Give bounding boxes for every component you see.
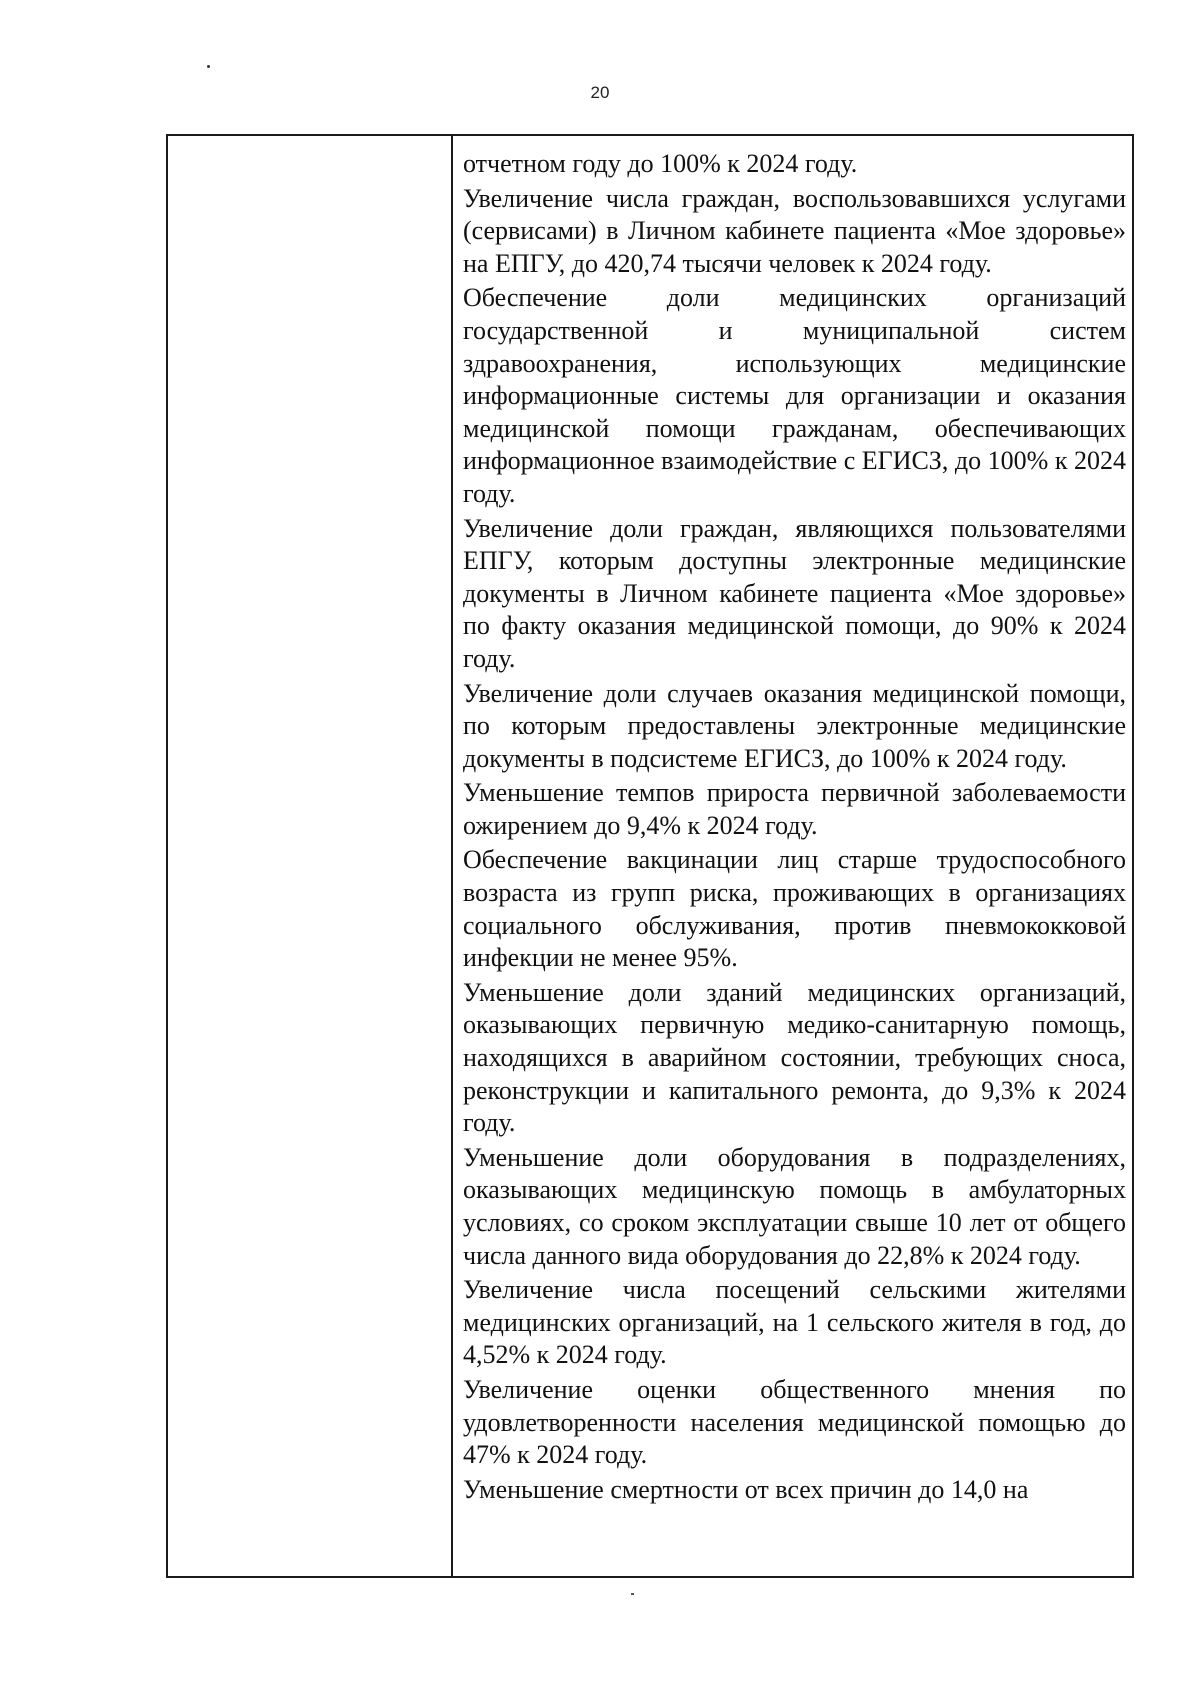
paragraph: Увеличение доли граждан, являющихся пользователями ЕПГУ, которым доступны электронные медицинские документы в Личном кабинете пациента «Мое здоровье» по факту оказания медицинской помощи, до 90% к 2024 году. bbox=[463, 513, 1126, 673]
paragraph: Увеличение оценки общественного мнения по удовлетворенности населения медицинской помощью до 47% к 2024 году. bbox=[463, 1374, 1126, 1470]
scan-speck bbox=[631, 1593, 634, 1595]
paragraph: отчетном году до 100% к 2024 году. bbox=[463, 149, 858, 178]
paragraph: Уменьшение темпов прироста первичной заболеваемости ожирением до 9,4% к 2024 году. bbox=[463, 778, 1126, 840]
paragraph: Уменьшение смертности от всех причин до 14,0 на bbox=[463, 1474, 1029, 1504]
paragraph: Увеличение числа граждан, воспользовавшихся услугами (сервисами) в Личном кабинете пациента «Мое здоровье» на ЕПГУ, до 420,74 тысячи человек к 2024 году. bbox=[463, 183, 1126, 278]
paragraph: Уменьшение доли зданий медицинских организаций, оказывающих первичную медико-санитарную помощь, находящихся в аварийном состоянии, требующих сноса, реконструкции и капитального ремонта, до 9,3% к 2024 году. bbox=[463, 977, 1126, 1138]
paragraph: Увеличение доли случаев оказания медицинской помощи, по которым предоставлены электронные медицинские документы в подсистеме ЕГИСЗ, до 100% к 2024 году. bbox=[463, 678, 1126, 773]
paragraph: Увеличение числа посещений сельскими жителями медицинских организаций, на 1 сельского жителя в год, до 4,52% к 2024 году. bbox=[463, 1275, 1126, 1370]
table-right-cell bbox=[455, 136, 1132, 1576]
paragraph: Обеспечение доли медицинских организаций государственной и муниципальной систем здравоохранения, использующих медицинские информационные системы для организации и оказания медицинской помощи гражданам, обеспечивающих информационное взаимодействие с ЕГИСЗ, до 100% к 2024 году. bbox=[463, 283, 1126, 508]
scan-speck bbox=[207, 65, 210, 68]
table-left-cell bbox=[168, 136, 453, 1576]
document-table bbox=[166, 134, 1134, 1578]
paragraph: Обеспечение вакцинации лиц старше трудоспособного возраста из групп риска, проживающих в организациях социального обслуживания, против пневмококковой инфекции не менее 95%. bbox=[463, 845, 1126, 973]
page-number: 20 bbox=[590, 83, 610, 102]
paragraph: Уменьшение доли оборудования в подразделениях, оказывающих медицинскую помощь в амбулаторных условиях, со сроком эксплуатации свыше 10 лет от общего числа данного вида оборудования до 22,8% к 2024 году. bbox=[463, 1142, 1126, 1270]
